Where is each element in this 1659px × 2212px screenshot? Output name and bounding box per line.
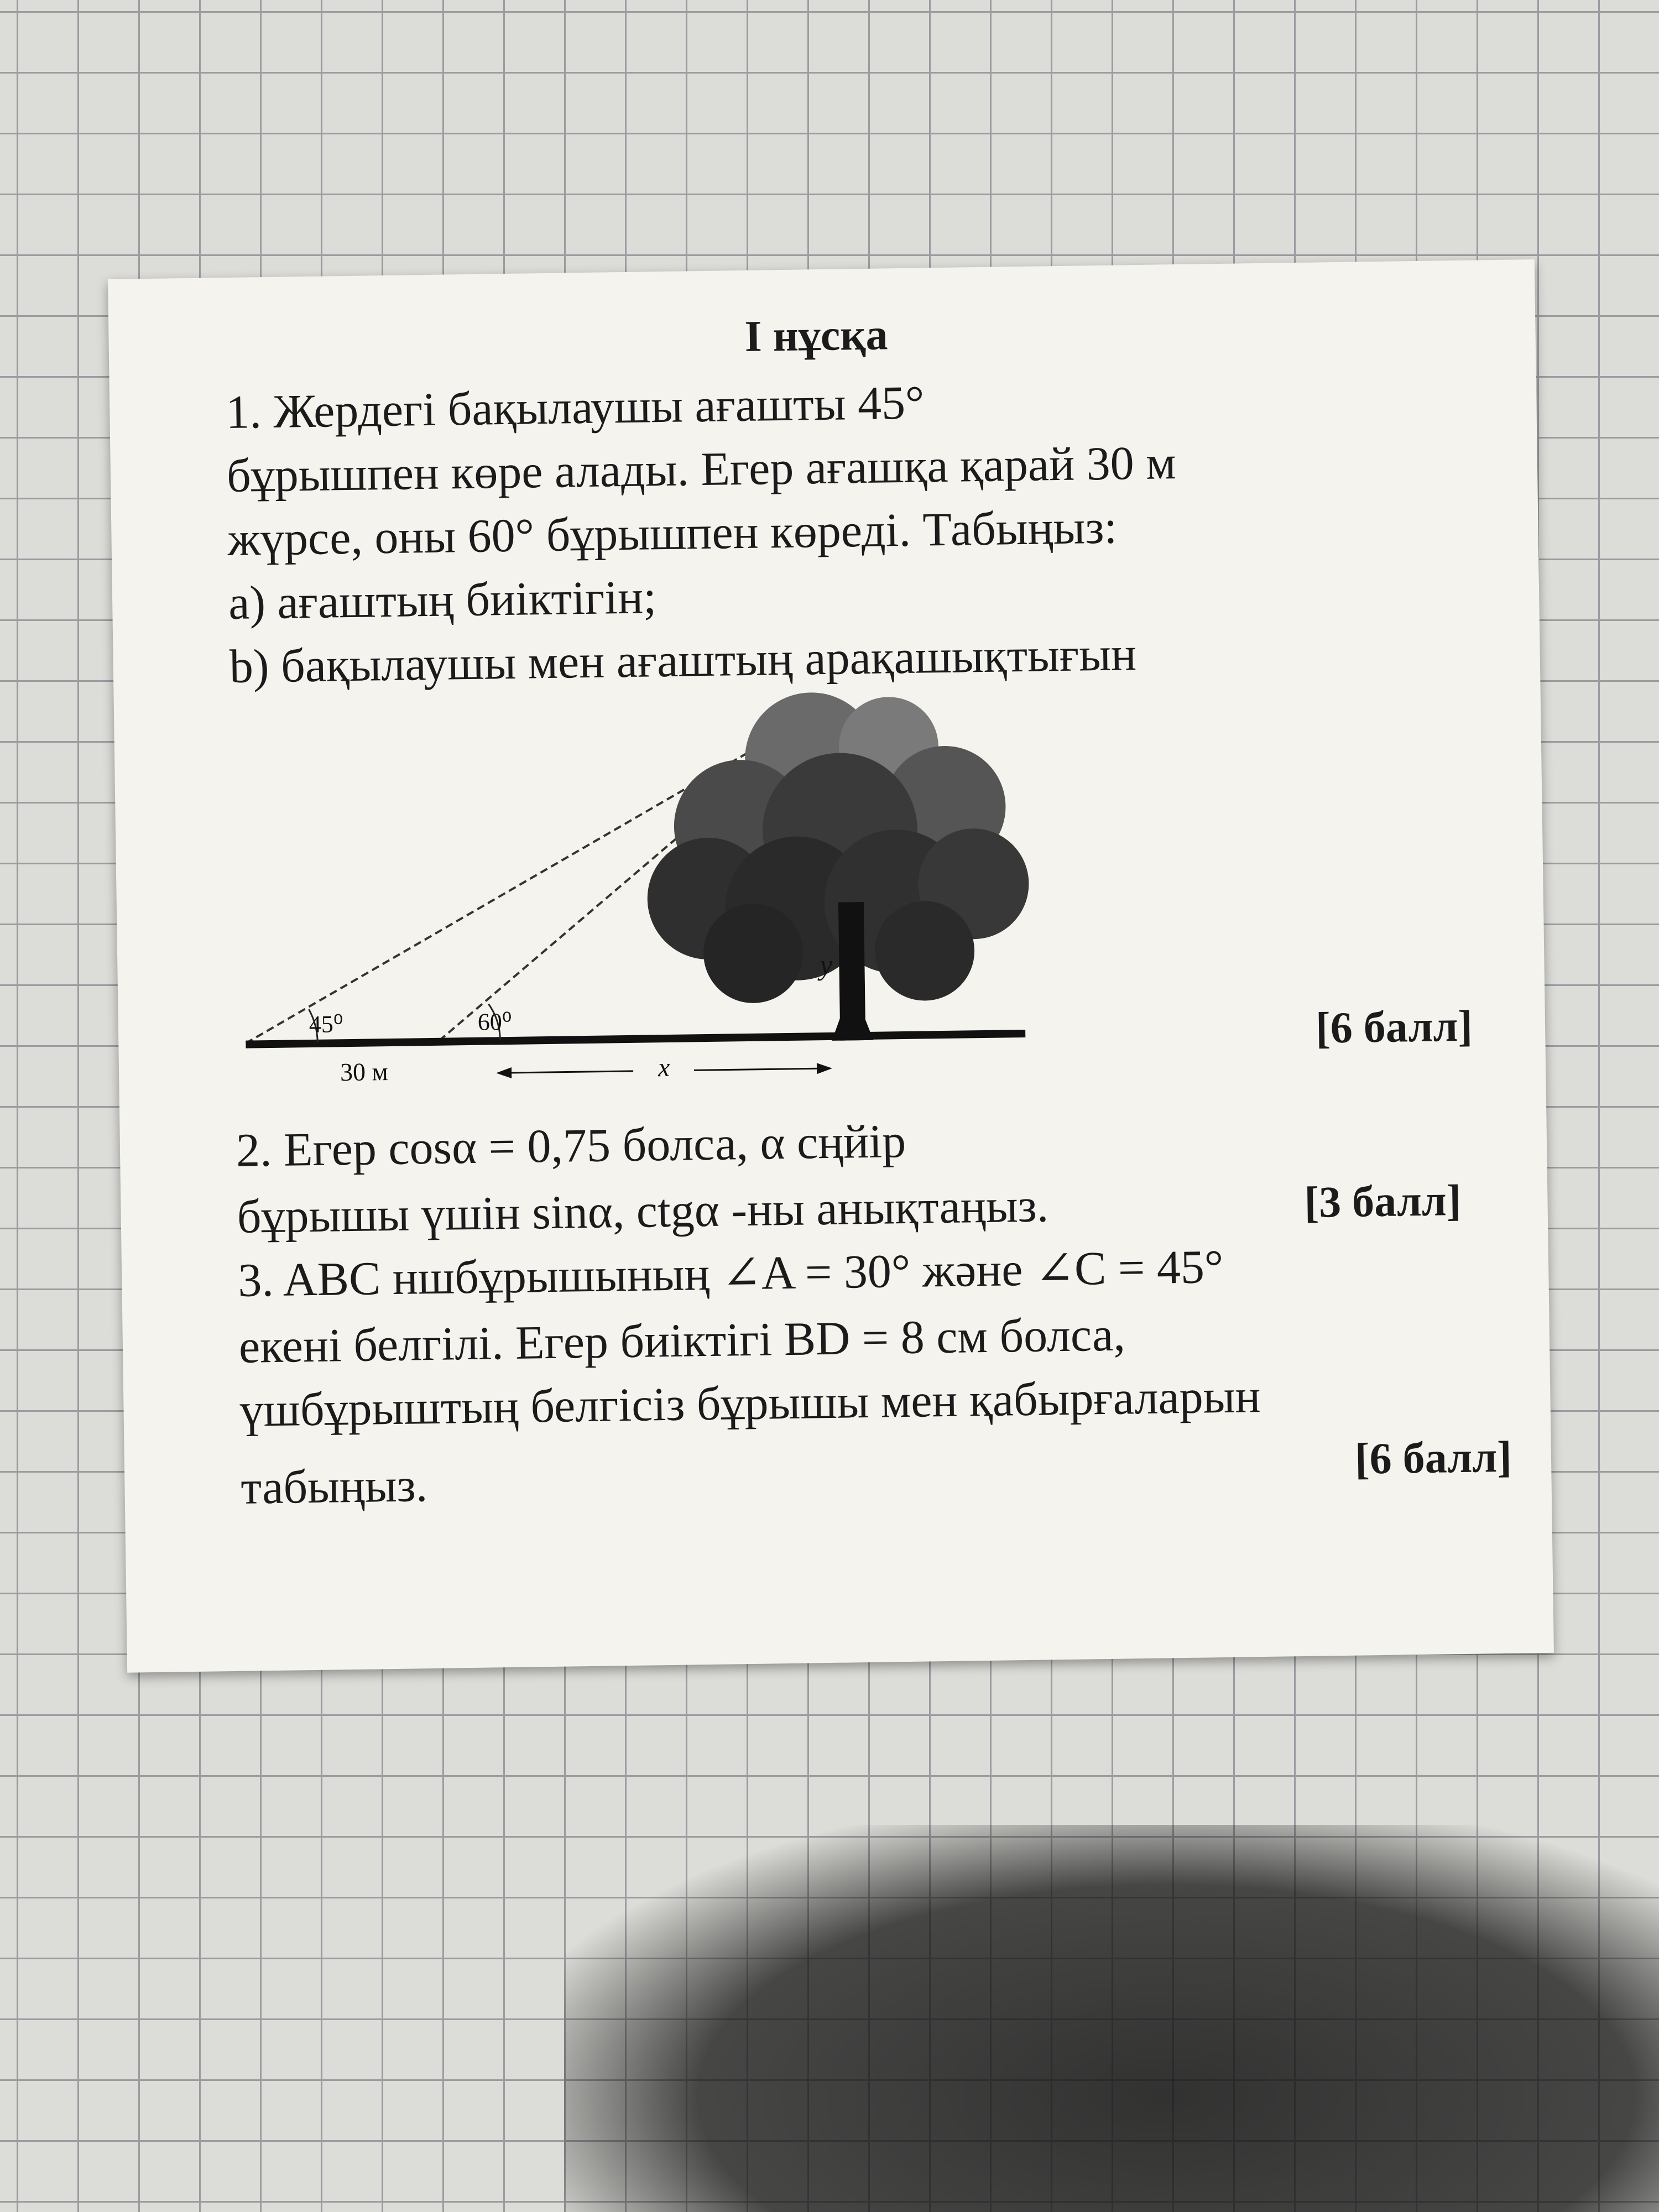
x-label: x xyxy=(658,1052,670,1083)
task3-line-1: 3. ABC ншбұрышының ∠A = 30° және ∠C = 45° xyxy=(237,1240,1224,1307)
ground-line xyxy=(246,1034,1025,1045)
tree-figure xyxy=(241,684,1048,1093)
variant-title: І нұсқа xyxy=(744,310,888,361)
task1-line-1: 1. Жердегі бақылаушы ағашты 45° xyxy=(225,375,925,439)
task3-points: [6 балл] xyxy=(1354,1432,1512,1484)
task1-line-2: бұрышпен көре алады. Егер ағашқа қарай 30 м xyxy=(226,436,1177,503)
task3-line-2: екені белгілі. Егер биіктігі BD = 8 см болса, xyxy=(238,1307,1126,1373)
hand-shadow xyxy=(564,1825,1659,2212)
task2-line-1: 2. Егер cosα = 0,75 болса, α сңйір xyxy=(236,1114,906,1177)
angle-label-45: 45⁰ xyxy=(309,1010,343,1039)
task2-points: [3 балл] xyxy=(1303,1176,1462,1227)
task1-line-4: a) ағаштың биіктігін; xyxy=(228,570,657,630)
task1-points: [6 балл] xyxy=(1315,1001,1473,1053)
worksheet xyxy=(108,259,1554,1673)
task1-line-3: жүрсе, оны 60° бұрышпен көреді. Табыңыз: xyxy=(227,500,1118,566)
height-label: y xyxy=(820,949,833,982)
tree-icon xyxy=(645,690,1031,1044)
x-arrow-left xyxy=(500,1071,633,1073)
task3-line-3: үшбұрыштың белгісіз бұрышы мен қабырғаларын xyxy=(239,1369,1261,1437)
distance-label: 30 м xyxy=(340,1057,389,1087)
task3-line-4: табыңыз. xyxy=(240,1458,428,1514)
task1-line-5: b) бақылаушы мен ағаштың арақашықтығын xyxy=(229,627,1137,693)
x-arrow-right xyxy=(694,1068,827,1070)
task2-line-2: бұрышы үшін sinα, ctgα -ны анықтаңыз. xyxy=(237,1178,1049,1243)
angle-label-60: 60⁰ xyxy=(477,1008,512,1036)
